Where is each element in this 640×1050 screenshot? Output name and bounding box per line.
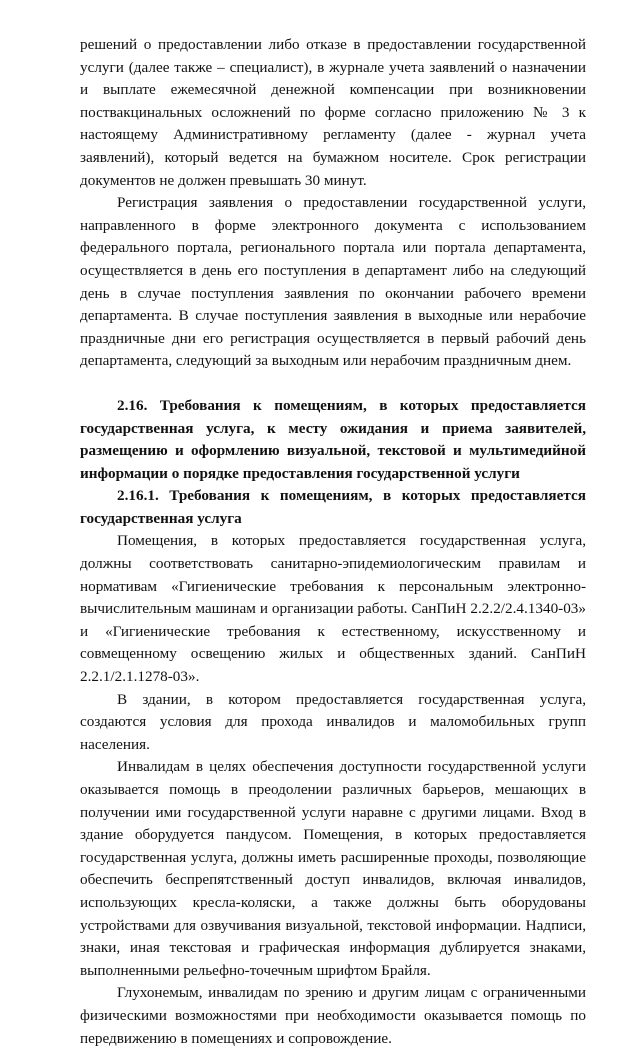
paragraph-continuation: решений о предоставлении либо отказе в предоставлении государственной услуги (далее также – специалист), в журнале учета заявлений о назначении и выплате ежемесячной денежной компенсации при возникновении поствакцинальных осложнений по форме согласно приложению № 3 к настоящему Административному регламенту (далее - журнал учета заявлений), который ведется на бумажном носителе. Срок регистрации документов не должен превышать 30 минут. bbox=[80, 36, 586, 189]
section-heading-2-16: 2.16. Требования к помещениям, в которых предоставляется государственная услуга, к месту ожидания и приема заявителей, размещению и оформлению визуальной, текстовой и мультимедийной информации о порядке предоставления государственной услуги bbox=[80, 396, 586, 482]
document-page bbox=[80, 34, 586, 1050]
paragraph-escort-assistance: Глухонемым, инвалидам по зрению и другим лицам с ограниченными физическими возможностями при необходимости оказывается помощь по передвижению в помещениях и сопровождение. bbox=[80, 984, 586, 1047]
subsection-heading-2-16-1: 2.16.1. Требования к помещениям, в которых предоставляется государственная услуга bbox=[80, 487, 586, 527]
section-spacer bbox=[80, 373, 586, 395]
paragraph-electronic-registration: Регистрация заявления о предоставлении государственной услуги, направленного в форме электронного документа с использованием федерального портала, регионального портала или портала департамента, осуществляется в день его поступления в департамент либо на следующий день в случае поступления заявления по окончании рабочего времени департамента. В случае поступления заявления в выходные или нерабочие праздничные дни его регистрация осуществляется в первый рабочий день департамента, следующий за выходным или нерабочим праздничным днем. bbox=[80, 194, 586, 370]
paragraph-disability-assistance: Инвалидам в целях обеспечения доступности государственной услуги оказывается помощь в преодолении различных барьеров, мешающих в получении ими государственной услуги наравне с другими лицами. Вход в здание оборудуется пандусом. Помещения, в которых предоставляется государственная услуга, должны иметь расширенные проходы, позволяющие обеспечить беспрепятственный доступ инвалидов, включая инвалидов, использующих кресла-коляски, а также должны быть оборудованы устройствами для озвучивания визуальной, текстовой информации. Надписи, знаки, иная текстовая и графическая информация дублируется знаками, выполненными рельефно-точечным шрифтом Брайля. bbox=[80, 758, 586, 979]
paragraph-accessibility-conditions: В здании, в котором предоставляется государственная услуга, создаются условия для прохода инвалидов и маломобильных групп населения. bbox=[80, 690, 586, 753]
paragraph-premises-requirements: Помещения, в которых предоставляется государственная услуга, должны соответствовать санитарно-эпидемиологическим правилам и нормативам «Гигиенические требования к персональным электронно-вычислительным машинам и организации работы. СанПиН 2.2.2/2.4.1340-03» и «Гигиенические требования к естественному, искусственному и совмещенному освещению жилых и общественных зданий. СанПиН 2.2.1/2.1.1278-03». bbox=[80, 532, 586, 686]
